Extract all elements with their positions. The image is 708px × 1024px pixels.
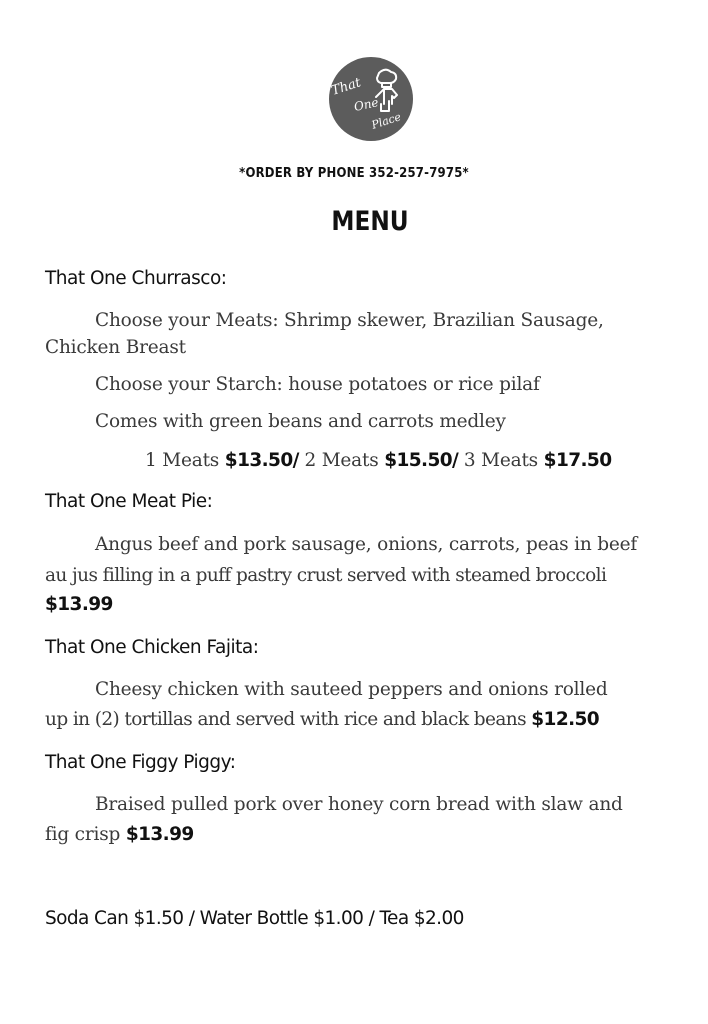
item-description-line xyxy=(45,708,599,732)
item-description-line: au jus filling in a puff pastry crust served with steamed broccoli xyxy=(45,565,607,586)
item-price: $13.99 xyxy=(125,824,194,845)
order-by-phone: *ORDER BY PHONE 352-257-7975* xyxy=(239,166,469,181)
item-heading-figgy-piggy: That One Figgy Piggy: xyxy=(45,752,236,773)
logo-word-one: One xyxy=(352,95,380,114)
item-description-line: Choose your Meats: Shrimp skewer, Brazilian Sausage, xyxy=(95,310,604,331)
option-price: $13.50/ xyxy=(224,450,299,471)
item-heading-meat-pie: That One Meat Pie: xyxy=(45,491,213,512)
item-description-line: Comes with green beans and carrots medley xyxy=(95,411,506,432)
option-label: 2 Meats xyxy=(304,450,379,471)
option-label: 3 Meats xyxy=(463,450,538,471)
item-heading-chicken-fajita: That One Chicken Fajita: xyxy=(45,637,259,658)
meat-options xyxy=(145,449,611,473)
chef-logo-icon xyxy=(329,57,413,141)
option-price: $17.50 xyxy=(543,450,612,471)
logo-word-place: Place xyxy=(369,110,403,132)
item-description-line: Choose your Starch: house potatoes or rice pilaf xyxy=(95,374,540,395)
item-price: $12.50 xyxy=(531,709,600,730)
logo-word-that: That xyxy=(329,75,363,99)
item-description-text: fig crisp xyxy=(45,824,121,845)
option-price: $15.50/ xyxy=(384,450,459,471)
item-price: $13.99 xyxy=(45,594,113,615)
option-label: 1 Meats xyxy=(145,450,220,471)
item-description-line: Cheesy chicken with sauteed peppers and onions rolled xyxy=(95,679,608,700)
item-description-text: up in (2) tortillas and served with rice and black beans xyxy=(45,709,526,730)
item-heading-churrasco: That One Churrasco: xyxy=(45,268,227,289)
item-description-line: Chicken Breast xyxy=(45,337,186,358)
drinks-line: Soda Can $1.50 / Water Bottle $1.00 / Tea $2.00 xyxy=(45,908,464,929)
item-description-line: Angus beef and pork sausage, onions, carrots, peas in beef xyxy=(95,534,638,555)
page-title: MENU xyxy=(331,206,409,237)
restaurant-logo xyxy=(329,57,413,141)
item-description-line: Braised pulled pork over honey corn bread with slaw and xyxy=(95,794,623,815)
item-description-line xyxy=(45,823,194,847)
